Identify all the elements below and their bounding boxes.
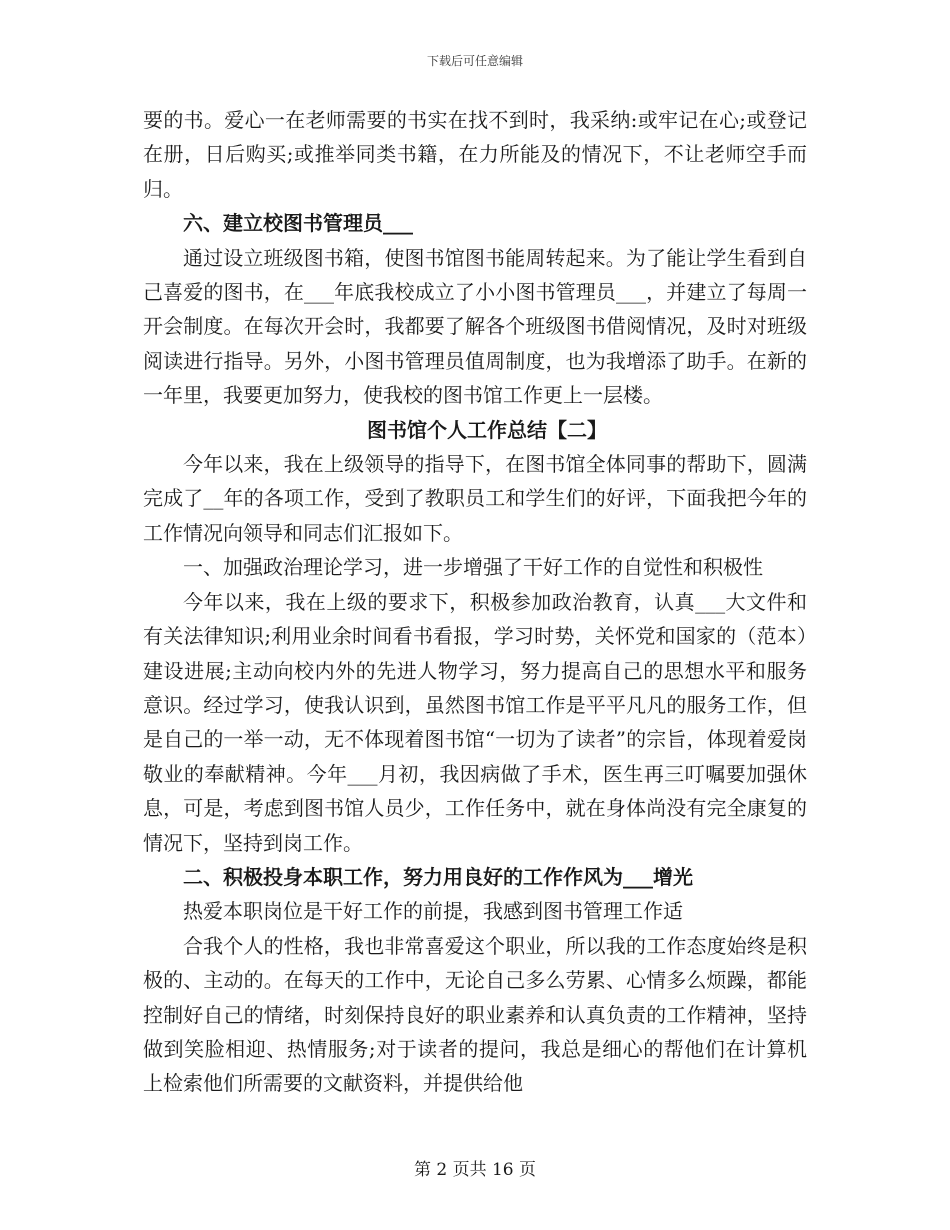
article-title: 图书馆个人工作总结【二】	[367, 417, 607, 442]
section-heading-6: 六、建立校图书管理员___	[183, 211, 413, 236]
section-heading-1: 一、加强政治理论学习，进一步增强了干好工作的自觉性和积极性	[183, 555, 763, 580]
document-body	[143, 103, 807, 1101]
paragraph-political-study: 今年以来，我在上级的要求下，积极参加政治教育，认真___大文件和有关法律知识;利用业余时间看书看报，学习时势，关怀党和国家的（范本）建设进展;主动向校内外的先进人物学习，努力提高自己的思想水平和服务意识。经过学习，使我认识到，虽然图书馆工作是平平凡凡的服务工作，但是自己的一举一动，无不体现着图书馆“一切为了读者”的宗旨，体现着爱岗敬业的奉献精神。今年___月初，我因病做了手术，医生再三叮嘱要加强休息，可是，考虑到图书馆人员少，工作任务中，就在身体尚没有完全康复的情况下，坚持到岗工作。	[143, 589, 807, 855]
paragraph-love-job: 热爱本职岗位是干好工作的前提，我感到图书管理工作适	[183, 899, 683, 924]
paragraph-library-admin: 通过设立班级图书箱，使图书馆图书能周转起来。为了能让学生看到自己喜爱的图书，在___年底我校成立了小小图书管理员___，并建立了每周一开会制度。在每次开会时，我都要了解各个班级图书借阅情况，及时对班级阅读进行指导。另外，小图书管理员值周制度，也为我增添了助手。在新的一年里，我要更加努力，使我校的图书馆工作更上一层楼。	[143, 245, 807, 408]
paragraph-work-attitude: 合我个人的性格，我也非常喜爱这个职业，所以我的工作态度始终是积极的、主动的。在每天的工作中，无论自己多么劳累、心情多么烦躁，都能控制好自己的情绪，时刻保持良好的职业素养和认真负责的工作精神，坚持做到笑脸相迎、热情服务;对于读者的提问，我总是细心的帮他们在计算机上检索他们所需要的文献资料，并提供给他	[143, 933, 807, 1096]
paragraph-intro: 今年以来，我在上级领导的指导下，在图书馆全体同事的帮助下，圆满完成了__年的各项工作，受到了教职员工和学生们的好评，下面我把今年的工作情况向领导和同志们汇报如下。	[143, 452, 807, 545]
page-footer: 第 2 页共 16 页	[413, 1160, 537, 1180]
section-heading-2: 二、积极投身本职工作，努力用良好的工作作风为___增光	[183, 864, 693, 889]
paragraph-continuation: 要的书。爱心一在老师需要的书实在找不到时，我采纳:或牢记在心;或登记在册，日后购买;或推举同类书籍，在力所能及的情况下，不让老师空手而归。	[143, 108, 807, 201]
header-note: 下载后可任意编辑	[426, 54, 523, 68]
